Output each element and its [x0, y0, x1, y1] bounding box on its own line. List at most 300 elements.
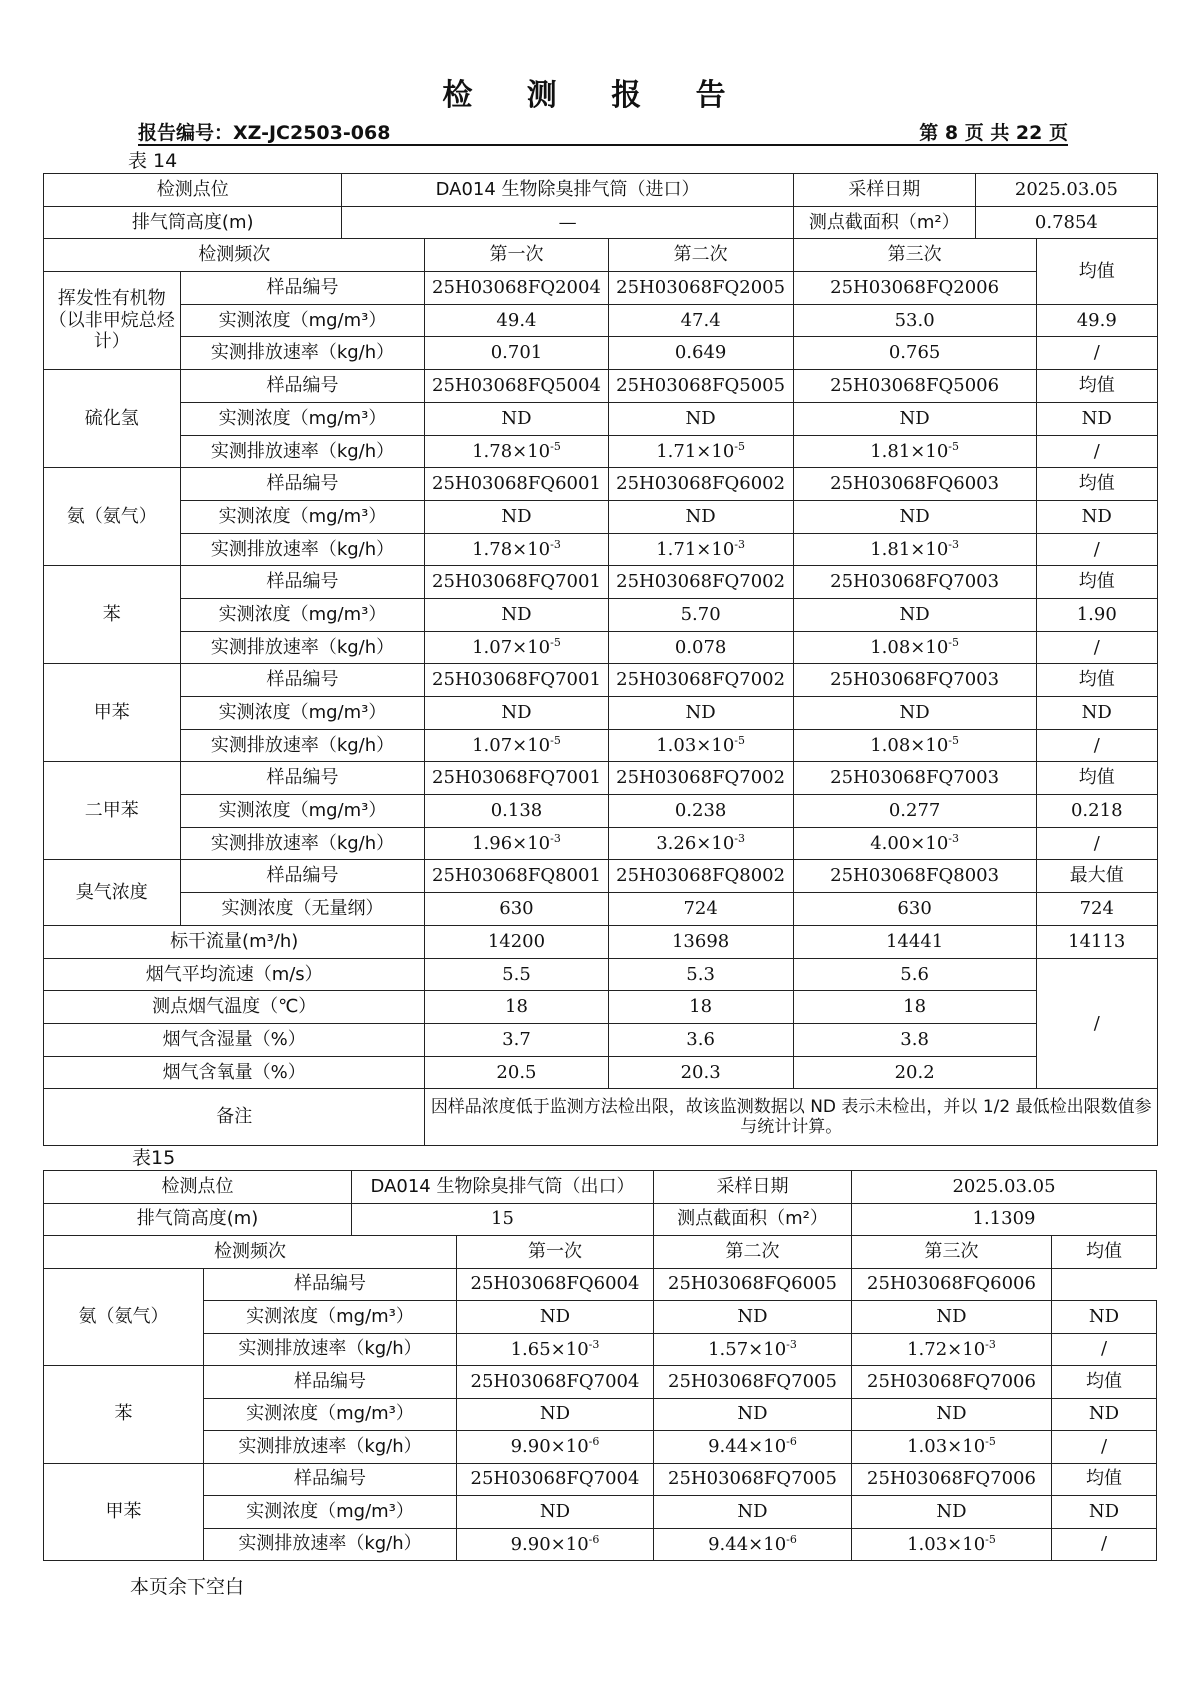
cell: 25H03068FQ6003 — [793, 468, 1036, 501]
value-mantissa: 1.71 — [656, 441, 697, 463]
cell: 49.4 — [425, 304, 608, 337]
cell — [425, 631, 608, 664]
times-ten: ×10 — [910, 833, 949, 855]
col-first: 第一次 — [457, 1236, 654, 1269]
cell: 25H03068FQ7004 — [457, 1463, 654, 1496]
temp-label: 测点烟气温度（℃） — [44, 991, 425, 1024]
avg-label: 均值 — [1036, 762, 1157, 795]
cell — [425, 533, 608, 566]
value-mantissa: 1.07 — [472, 735, 513, 757]
col-third: 第三次 — [852, 1236, 1052, 1269]
cell: ND — [793, 598, 1036, 631]
times-ten: ×10 — [512, 441, 551, 463]
footer-note: 本页余下空白 — [130, 1576, 245, 1598]
cell: / — [1052, 1333, 1157, 1366]
cell: 25H03068FQ8003 — [793, 860, 1036, 893]
value-mantissa: 1.78 — [472, 539, 513, 561]
table-row — [44, 762, 1158, 795]
table-row — [44, 795, 1158, 828]
rate-label: 实测排放速率（kg/h） — [180, 631, 425, 664]
times-ten: ×10 — [910, 539, 949, 561]
cell: / — [1036, 435, 1157, 468]
conc-label: 实测浓度（mg/m³） — [180, 402, 425, 435]
sample-label: 样品编号 — [180, 762, 425, 795]
table-row — [44, 566, 1158, 599]
group-toluene: 甲苯 — [44, 664, 181, 762]
note-label: 备注 — [44, 1089, 425, 1146]
value-mantissa: 1.72 — [907, 1338, 948, 1360]
cell — [793, 533, 1036, 566]
cell: 13698 — [608, 925, 793, 958]
times-ten: ×10 — [696, 833, 735, 855]
cell: / — [1036, 827, 1157, 860]
table-row — [44, 827, 1158, 860]
value-mantissa: 4.00 — [870, 833, 911, 855]
rate-label: 实测排放速率（kg/h） — [204, 1333, 457, 1366]
cell: 0.078 — [608, 631, 793, 664]
table-row — [44, 631, 1158, 664]
cell: 5.70 — [608, 598, 793, 631]
sample-label: 样品编号 — [180, 272, 425, 305]
cell: 25H03068FQ6006 — [852, 1268, 1052, 1301]
avg-label: 均值 — [1052, 1366, 1157, 1399]
table-row — [44, 958, 1158, 991]
cell — [425, 435, 608, 468]
cell: 25H03068FQ6002 — [608, 468, 793, 501]
cell: 0.138 — [425, 795, 608, 828]
area-label: 测点截面积（m²） — [793, 206, 975, 239]
cell: 18 — [793, 991, 1036, 1024]
cell — [608, 533, 793, 566]
cell: 25H03068FQ8001 — [425, 860, 608, 893]
value-exponent: -5 — [734, 734, 746, 748]
times-ten: ×10 — [696, 735, 735, 757]
table-row — [44, 1301, 1157, 1334]
cell: ND — [852, 1398, 1052, 1431]
cell: ND — [1036, 402, 1157, 435]
col-second: 第二次 — [608, 239, 793, 272]
sample-label: 样品编号 — [180, 566, 425, 599]
cell — [793, 631, 1036, 664]
cell — [608, 827, 793, 860]
avg-label: 均值 — [1052, 1463, 1157, 1496]
cell: ND — [457, 1496, 654, 1529]
value-exponent: -5 — [985, 1435, 996, 1449]
cell: 25H03068FQ7002 — [608, 664, 793, 697]
cell: 25H03068FQ2004 — [425, 272, 608, 305]
col-avg: 均值 — [1052, 1236, 1157, 1269]
value-mantissa: 9.90 — [510, 1533, 551, 1555]
cell: 20.3 — [608, 1056, 793, 1089]
cell: 25H03068FQ7003 — [793, 762, 1036, 795]
cell: ND — [852, 1496, 1052, 1529]
times-ten: ×10 — [550, 1338, 589, 1360]
cell: 25H03068FQ7005 — [654, 1366, 852, 1399]
value-exponent: -3 — [985, 1337, 996, 1351]
table-row — [44, 893, 1158, 926]
cell: / — [1036, 958, 1157, 1089]
cell: 0.218 — [1036, 795, 1157, 828]
table-row — [44, 1056, 1158, 1089]
cell — [793, 435, 1036, 468]
cell: 0.238 — [608, 795, 793, 828]
group-h2s: 硫化氢 — [44, 370, 181, 468]
value-exponent: -5 — [550, 440, 561, 454]
point-label: 检测点位 — [44, 174, 342, 207]
table-row — [44, 304, 1158, 337]
conc-label: 实测浓度（mg/m³） — [180, 697, 425, 730]
table-row — [44, 239, 1158, 272]
times-ten: ×10 — [910, 735, 949, 757]
value-exponent: -5 — [734, 440, 746, 454]
cell: ND — [608, 402, 793, 435]
cell: / — [1036, 631, 1157, 664]
times-ten: ×10 — [947, 1338, 986, 1360]
rate-label: 实测排放速率（kg/h） — [180, 827, 425, 860]
value-mantissa: 1.78 — [472, 441, 513, 463]
group-odor: 臭气浓度 — [44, 860, 181, 925]
cell: ND — [608, 697, 793, 730]
rate-label: 实测排放速率（kg/h） — [180, 337, 425, 370]
cell — [654, 1333, 852, 1366]
table-15 — [43, 1170, 1157, 1561]
value-exponent: -3 — [550, 832, 561, 846]
col-first: 第一次 — [425, 239, 608, 272]
conc-label: 实测浓度（无量纲） — [180, 893, 425, 926]
height-label: 排气筒高度(m) — [44, 206, 342, 239]
conc-label: 实测浓度（mg/m³） — [180, 304, 425, 337]
value-mantissa: 1.03 — [907, 1533, 948, 1555]
cell — [793, 729, 1036, 762]
conc-label: 实测浓度（mg/m³） — [180, 500, 425, 533]
cell — [457, 1528, 654, 1561]
point-value: DA014 生物除臭排气筒（进口） — [342, 174, 793, 207]
freq-label: 检测频次 — [44, 1236, 457, 1269]
cell: 25H03068FQ5006 — [793, 370, 1036, 403]
value-exponent: -3 — [948, 538, 959, 552]
times-ten: ×10 — [696, 441, 735, 463]
times-ten: ×10 — [512, 637, 551, 659]
group-benzene: 苯 — [44, 1366, 204, 1464]
conc-label: 实测浓度（mg/m³） — [204, 1398, 457, 1431]
area-label: 测点截面积（m²） — [654, 1203, 852, 1236]
value-mantissa: 1.65 — [510, 1338, 551, 1360]
value-exponent: -5 — [985, 1532, 996, 1546]
table-row — [44, 1171, 1157, 1204]
cell: ND — [608, 500, 793, 533]
value-exponent: -6 — [786, 1532, 797, 1546]
cell — [852, 1528, 1052, 1561]
table-row — [44, 435, 1158, 468]
times-ten: ×10 — [748, 1533, 787, 1555]
flow-label: 标干流量(m³/h) — [44, 925, 425, 958]
cell — [793, 827, 1036, 860]
col-avg: 均值 — [1036, 239, 1157, 304]
cell: ND — [654, 1496, 852, 1529]
times-ten: ×10 — [550, 1533, 589, 1555]
cell: ND — [1052, 1398, 1157, 1431]
height-value: 15 — [352, 1203, 654, 1236]
point-value: DA014 生物除臭排气筒（出口） — [352, 1171, 654, 1204]
cell: 25H03068FQ7003 — [793, 566, 1036, 599]
conc-label: 实测浓度（mg/m³） — [204, 1301, 457, 1334]
times-ten: ×10 — [512, 539, 551, 561]
cell: 25H03068FQ6004 — [457, 1268, 654, 1301]
table-row — [44, 1089, 1158, 1146]
cell: ND — [425, 402, 608, 435]
table-row — [44, 1366, 1157, 1399]
table-row — [44, 1496, 1157, 1529]
date-label: 采样日期 — [793, 174, 975, 207]
times-ten: ×10 — [696, 539, 735, 561]
area-value: 0.7854 — [975, 206, 1157, 239]
cell: / — [1036, 337, 1157, 370]
cell — [608, 729, 793, 762]
value-mantissa: 1.71 — [656, 539, 697, 561]
value-exponent: -6 — [588, 1435, 600, 1449]
times-ten: ×10 — [512, 833, 551, 855]
cell: ND — [1052, 1301, 1157, 1334]
table-row — [44, 533, 1158, 566]
cell: 25H03068FQ2006 — [793, 272, 1036, 305]
table-row — [44, 664, 1158, 697]
value-mantissa: 1.08 — [870, 637, 911, 659]
value-exponent: -5 — [948, 734, 959, 748]
group-xylene: 二甲苯 — [44, 762, 181, 860]
table14-caption: 表 14 — [128, 150, 178, 172]
table-row — [44, 1203, 1157, 1236]
cell: 14441 — [793, 925, 1036, 958]
table-row — [44, 1431, 1157, 1464]
avg-label: 均值 — [1036, 468, 1157, 501]
cell: ND — [654, 1301, 852, 1334]
cell: 25H03068FQ7006 — [852, 1366, 1052, 1399]
cell: 53.0 — [793, 304, 1036, 337]
cell: 25H03068FQ5004 — [425, 370, 608, 403]
times-ten: ×10 — [512, 735, 551, 757]
cell — [425, 729, 608, 762]
rate-label: 实测排放速率（kg/h） — [204, 1431, 457, 1464]
rate-label: 实测排放速率（kg/h） — [180, 533, 425, 566]
cell: ND — [425, 500, 608, 533]
cell: 0.765 — [793, 337, 1036, 370]
sample-label: 样品编号 — [204, 1463, 457, 1496]
sample-label: 样品编号 — [180, 468, 425, 501]
area-value: 1.1309 — [852, 1203, 1157, 1236]
cell: 3.8 — [793, 1023, 1036, 1056]
cell — [654, 1431, 852, 1464]
cell: ND — [793, 697, 1036, 730]
value-exponent: -6 — [588, 1532, 600, 1546]
value-exponent: -3 — [948, 832, 959, 846]
cell: 630 — [425, 893, 608, 926]
avg-label: 均值 — [1036, 566, 1157, 599]
report-header — [138, 114, 1068, 146]
value-exponent: -3 — [734, 832, 746, 846]
cell: 14113 — [1036, 925, 1157, 958]
cell: 5.5 — [425, 958, 608, 991]
cell: 25H03068FQ5005 — [608, 370, 793, 403]
cell: 47.4 — [608, 304, 793, 337]
table-row — [44, 1398, 1157, 1431]
page-info: 第 8 页 共 22 页 — [919, 122, 1068, 144]
point-label: 检测点位 — [44, 1171, 352, 1204]
value-mantissa: 9.44 — [708, 1533, 749, 1555]
cell: / — [1036, 729, 1157, 762]
times-ten: ×10 — [947, 1436, 986, 1458]
table-row — [44, 402, 1158, 435]
value-mantissa: 1.96 — [472, 833, 513, 855]
sample-label: 样品编号 — [204, 1366, 457, 1399]
group-nh3: 氨（氨气） — [44, 1268, 204, 1366]
cell: 0.701 — [425, 337, 608, 370]
value-mantissa: 1.08 — [870, 735, 911, 757]
value-mantissa: 9.44 — [708, 1436, 749, 1458]
height-label: 排气筒高度(m) — [44, 1203, 352, 1236]
cell — [654, 1528, 852, 1561]
cell: 20.2 — [793, 1056, 1036, 1089]
cell: ND — [457, 1301, 654, 1334]
value-exponent: -6 — [786, 1435, 797, 1449]
table-row — [44, 697, 1158, 730]
sample-label: 样品编号 — [180, 860, 425, 893]
cell: 20.5 — [425, 1056, 608, 1089]
cell: 25H03068FQ7003 — [793, 664, 1036, 697]
cell — [852, 1431, 1052, 1464]
cell: 25H03068FQ7005 — [654, 1463, 852, 1496]
table-row — [44, 500, 1158, 533]
velocity-label: 烟气平均流速（m/s） — [44, 958, 425, 991]
group-benzene: 苯 — [44, 566, 181, 664]
table-row — [44, 337, 1158, 370]
table15-caption: 表15 — [132, 1147, 176, 1169]
cell — [457, 1431, 654, 1464]
sample-label: 样品编号 — [180, 664, 425, 697]
times-ten: ×10 — [748, 1436, 787, 1458]
cell: 25H03068FQ2005 — [608, 272, 793, 305]
date-value: 2025.03.05 — [852, 1171, 1157, 1204]
cell: 25H03068FQ7004 — [457, 1366, 654, 1399]
table-row — [44, 991, 1158, 1024]
value-mantissa: 3.26 — [656, 833, 697, 855]
conc-label: 实测浓度（mg/m³） — [204, 1496, 457, 1529]
times-ten: ×10 — [947, 1533, 986, 1555]
table-row — [44, 1268, 1157, 1301]
table-row — [44, 1333, 1157, 1366]
cell: 25H03068FQ7001 — [425, 762, 608, 795]
cell: 25H03068FQ6001 — [425, 468, 608, 501]
sample-label: 样品编号 — [180, 370, 425, 403]
avg-label: 均值 — [1036, 664, 1157, 697]
cell: ND — [1036, 500, 1157, 533]
value-exponent: -5 — [948, 440, 959, 454]
value-exponent: -5 — [550, 734, 561, 748]
cell: 724 — [1036, 893, 1157, 926]
conc-label: 实测浓度（mg/m³） — [180, 598, 425, 631]
times-ten: ×10 — [748, 1338, 787, 1360]
value-exponent: -5 — [550, 636, 561, 650]
cell: 49.9 — [1036, 304, 1157, 337]
cell: 25H03068FQ7006 — [852, 1463, 1052, 1496]
group-voc: 挥发性有机物（以非甲烷总烃计） — [44, 272, 181, 370]
table-row — [44, 1236, 1157, 1269]
table-row — [44, 1023, 1158, 1056]
cell: 25H03068FQ7001 — [425, 664, 608, 697]
cell: 1.90 — [1036, 598, 1157, 631]
conc-label: 实测浓度（mg/m³） — [180, 795, 425, 828]
cell — [608, 435, 793, 468]
report-title: 检 测 报 告 — [442, 78, 748, 113]
cell: ND — [793, 500, 1036, 533]
cell — [457, 1333, 654, 1366]
cell: ND — [1036, 697, 1157, 730]
table-row — [44, 925, 1158, 958]
value-exponent: -3 — [588, 1337, 600, 1351]
rate-label: 实测排放速率（kg/h） — [180, 435, 425, 468]
table-row — [44, 206, 1158, 239]
table-row — [44, 174, 1158, 207]
value-mantissa: 1.81 — [870, 539, 911, 561]
sample-label: 样品编号 — [204, 1268, 457, 1301]
table-row — [44, 272, 1158, 305]
table-row — [44, 1463, 1157, 1496]
cell: 18 — [425, 991, 608, 1024]
times-ten: ×10 — [550, 1436, 589, 1458]
times-ten: ×10 — [910, 441, 949, 463]
cell: 3.7 — [425, 1023, 608, 1056]
col-third: 第三次 — [793, 239, 1036, 272]
table-row — [44, 860, 1158, 893]
date-value: 2025.03.05 — [975, 174, 1157, 207]
cell: 25H03068FQ8002 — [608, 860, 793, 893]
value-mantissa: 1.03 — [656, 735, 697, 757]
height-value: — — [342, 206, 793, 239]
cell: ND — [654, 1398, 852, 1431]
value-exponent: -5 — [948, 636, 959, 650]
table-row — [44, 1528, 1157, 1561]
cell: ND — [793, 402, 1036, 435]
cell: / — [1036, 533, 1157, 566]
date-label: 采样日期 — [654, 1171, 852, 1204]
col-second: 第二次 — [654, 1236, 852, 1269]
report-number: 报告编号：XZ-JC2503-068 — [138, 122, 391, 144]
group-nh3: 氨（氨气） — [44, 468, 181, 566]
cell: 3.6 — [608, 1023, 793, 1056]
value-mantissa: 9.90 — [510, 1436, 551, 1458]
cell: 5.6 — [793, 958, 1036, 991]
cell: ND — [425, 697, 608, 730]
cell: 25H03068FQ7002 — [608, 762, 793, 795]
cell: 0.649 — [608, 337, 793, 370]
rate-label: 实测排放速率（kg/h） — [204, 1528, 457, 1561]
humidity-label: 烟气含湿量（%） — [44, 1023, 425, 1056]
value-mantissa: 1.81 — [870, 441, 911, 463]
cell: ND — [1052, 1496, 1157, 1529]
cell: ND — [852, 1301, 1052, 1334]
table-row — [44, 729, 1158, 762]
value-mantissa: 1.57 — [708, 1338, 749, 1360]
group-toluene: 甲苯 — [44, 1463, 204, 1561]
times-ten: ×10 — [910, 637, 949, 659]
table-row — [44, 598, 1158, 631]
freq-label: 检测频次 — [44, 239, 425, 272]
value-exponent: -3 — [734, 538, 746, 552]
avg-label: 均值 — [1036, 370, 1157, 403]
value-exponent: -3 — [786, 1337, 797, 1351]
cell: 14200 — [425, 925, 608, 958]
cell: 18 — [608, 991, 793, 1024]
max-label: 最大值 — [1036, 860, 1157, 893]
